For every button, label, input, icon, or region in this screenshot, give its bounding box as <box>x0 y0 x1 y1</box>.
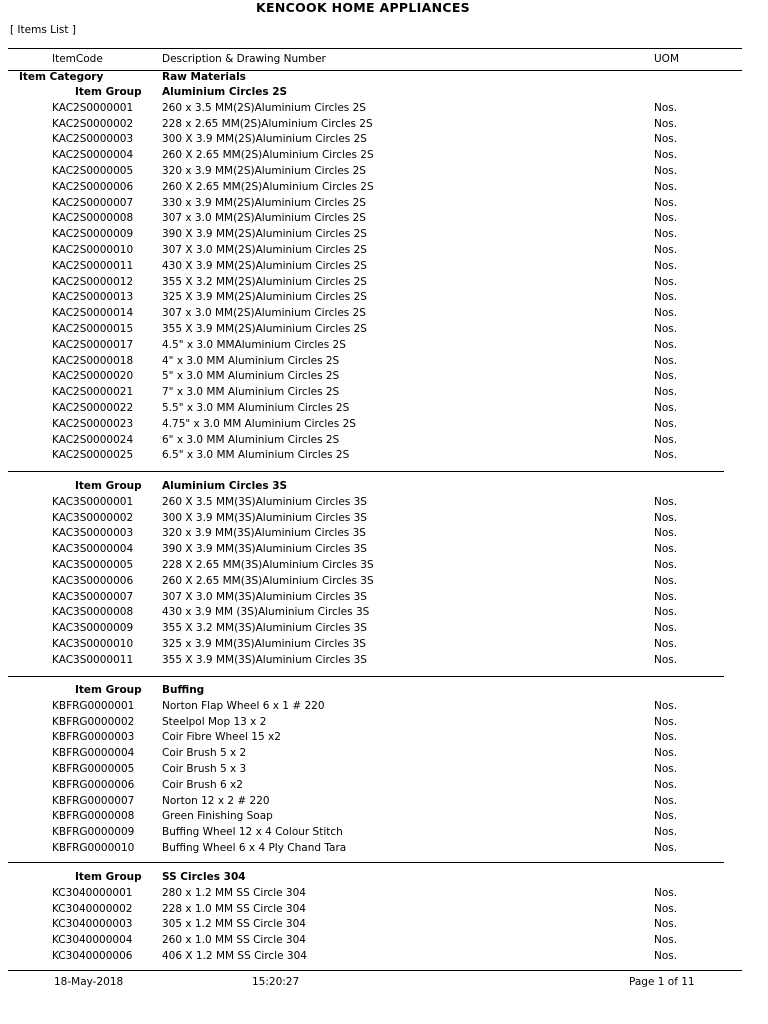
item-description: Coir Brush 5 x 3 <box>162 763 247 775</box>
item-description: 320 x 3.9 MM(2S)Aluminium Circles 2S <box>162 165 366 177</box>
item-code: KBFRG0000010 <box>52 842 135 854</box>
group-name: Aluminium Circles 2S <box>162 86 288 98</box>
item-uom: Nos. <box>654 354 678 367</box>
table-row <box>0 574 768 589</box>
item-description: 325 X 3.9 MM(2S)Aluminium Circles 2S <box>162 291 367 304</box>
table-row <box>0 715 768 730</box>
item-code: KAC2S0000004 <box>52 149 134 162</box>
item-description: 320 x 3.9 MM(3S)Aluminium Circles 3S <box>162 527 366 540</box>
item-description: 300 X 3.9 MM(3S)Aluminium Circles 3S <box>162 511 367 524</box>
item-description: 330 x 3.9 MM(2S)Aluminium Circles 2S <box>162 196 366 209</box>
item-uom: Nos. <box>654 527 678 540</box>
table-row <box>0 196 768 211</box>
item-uom: Nos. <box>654 699 678 712</box>
column-header-uom: UOM <box>654 53 680 65</box>
table-row <box>0 211 768 226</box>
item-code: KC3040000006 <box>52 950 133 962</box>
item-uom: Nos. <box>654 228 678 241</box>
item-code: KAC2S0000010 <box>52 244 134 256</box>
table-row <box>0 132 768 147</box>
item-uom: Nos. <box>654 417 678 430</box>
item-code: KAC2S0000014 <box>52 307 134 320</box>
table-row <box>0 243 768 258</box>
table-row <box>0 354 768 369</box>
item-uom: Nos. <box>654 653 678 666</box>
item-description: 260 X 2.65 MM(3S)Aluminium Circles 3S <box>162 574 374 587</box>
table-row <box>0 841 768 856</box>
table-row <box>0 825 768 840</box>
item-uom: Nos. <box>654 934 678 947</box>
table-row <box>0 653 768 668</box>
item-code: KAC2S0000023 <box>52 417 134 430</box>
item-uom: Nos. <box>654 165 678 177</box>
table-row <box>0 417 768 432</box>
item-description: Green Finishing Soap <box>162 810 273 823</box>
item-uom: Nos. <box>654 291 678 304</box>
item-uom: Nos. <box>654 149 678 162</box>
item-code: KAC2S0000015 <box>52 323 134 335</box>
item-uom: Nos. <box>654 323 678 335</box>
item-code: KAC3S0000007 <box>52 590 134 603</box>
table-row <box>0 809 768 824</box>
item-uom: Nos. <box>654 794 678 807</box>
item-code: KC3040000003 <box>52 918 133 931</box>
item-uom: Nos. <box>654 117 678 130</box>
item-code: KAC2S0000013 <box>52 291 134 304</box>
item-code: KBFRG0000008 <box>52 810 135 823</box>
item-uom: Nos. <box>654 259 678 272</box>
item-code: KAC3S0000004 <box>52 543 134 556</box>
item-description: 280 x 1.2 MM SS Circle 304 <box>162 886 306 899</box>
table-row <box>0 794 768 809</box>
group-separator-rule <box>8 676 724 677</box>
item-uom: Nos. <box>654 133 678 146</box>
group-separator-rule <box>8 862 724 863</box>
item-code: KBFRG0000003 <box>52 731 135 744</box>
item-description: 6.5" x 3.0 MM Aluminium Circles 2S <box>162 449 350 462</box>
item-code: KAC3S0000005 <box>52 559 134 571</box>
table-row <box>0 448 768 463</box>
item-uom: Nos. <box>654 886 678 899</box>
item-description: 390 X 3.9 MM(3S)Aluminium Circles 3S <box>162 543 367 556</box>
item-description: 307 x 3.0 MM(2S)Aluminium Circles 2S <box>162 212 366 225</box>
group-name: Aluminium Circles 3S <box>162 480 288 492</box>
group-name: Buffing <box>162 684 205 696</box>
item-description: 4.5" x 3.0 MMAluminium Circles 2S <box>162 338 346 351</box>
item-code: KC3040000001 <box>52 886 133 899</box>
item-description: 307 X 3.0 MM(3S)Aluminium Circles 3S <box>162 590 367 603</box>
item-code: KAC2S0000003 <box>52 133 134 146</box>
group-header-row <box>0 683 768 698</box>
table-row <box>0 605 768 620</box>
group-name: SS Circles 304 <box>162 871 246 883</box>
item-description: 5" x 3.0 MM Aluminium Circles 2S <box>162 370 340 383</box>
report-subtitle: [ Items List ] <box>10 24 76 36</box>
item-description: Coir Brush 6 x2 <box>162 778 243 791</box>
column-header-description: Description & Drawing Number <box>162 53 326 65</box>
item-code: KBFRG0000004 <box>52 747 135 760</box>
item-uom: Nos. <box>654 763 678 775</box>
item-uom: Nos. <box>654 826 678 839</box>
table-row <box>0 542 768 557</box>
table-row <box>0 148 768 163</box>
item-code: KAC2S0000025 <box>52 449 134 462</box>
item-description: Norton 12 x 2 # 220 <box>162 794 270 807</box>
category-row <box>0 70 768 85</box>
item-code: KAC2S0000006 <box>52 180 134 193</box>
item-code: KAC2S0000021 <box>52 386 134 399</box>
table-row <box>0 902 768 917</box>
table-row <box>0 290 768 305</box>
item-code: KBFRG0000009 <box>52 826 135 839</box>
item-description: 355 X 3.9 MM(3S)Aluminium Circles 3S <box>162 653 367 666</box>
item-description: Steelpol Mop 13 x 2 <box>162 715 267 728</box>
item-code: KAC3S0000003 <box>52 527 134 540</box>
table-row <box>0 526 768 541</box>
item-description: 355 X 3.9 MM(2S)Aluminium Circles 2S <box>162 323 367 335</box>
item-uom: Nos. <box>654 902 678 915</box>
item-code: KAC2S0000011 <box>52 259 134 272</box>
item-uom: Nos. <box>654 638 678 650</box>
item-code: KAC3S0000010 <box>52 638 134 650</box>
table-row <box>0 180 768 195</box>
item-description: Norton Flap Wheel 6 x 1 # 220 <box>162 699 325 712</box>
table-row <box>0 933 768 948</box>
item-uom: Nos. <box>654 495 678 508</box>
item-uom: Nos. <box>654 275 678 288</box>
item-description: 355 X 3.2 MM(3S)Aluminium Circles 3S <box>162 622 367 635</box>
item-uom: Nos. <box>654 212 678 225</box>
item-uom: Nos. <box>654 370 678 383</box>
table-row <box>0 917 768 932</box>
table-row <box>0 558 768 573</box>
item-description: 4.75" x 3.0 MM Aluminium Circles 2S <box>162 417 356 430</box>
item-code: KAC2S0000024 <box>52 433 134 446</box>
group-label: Item Group <box>75 86 142 98</box>
item-description: 300 X 3.9 MM(2S)Aluminium Circles 2S <box>162 133 367 146</box>
item-description: 325 x 3.9 MM(3S)Aluminium Circles 3S <box>162 638 366 650</box>
item-uom: Nos. <box>654 590 678 603</box>
table-row <box>0 746 768 761</box>
item-uom: Nos. <box>654 101 678 114</box>
item-uom: Nos. <box>654 449 678 462</box>
report-title: KENCOOK HOME APPLIANCES <box>256 0 470 15</box>
table-row <box>0 401 768 416</box>
table-row <box>0 369 768 384</box>
item-description: 406 X 1.2 MM SS Circle 304 <box>162 950 307 962</box>
table-row <box>0 637 768 652</box>
group-label: Item Group <box>75 684 142 696</box>
column-header-itemcode: ItemCode <box>52 53 103 65</box>
item-description: 228 x 1.0 MM SS Circle 304 <box>162 902 306 915</box>
item-code: KAC2S0000001 <box>52 101 134 114</box>
item-code: KAC2S0000002 <box>52 117 134 130</box>
table-row <box>0 164 768 179</box>
item-uom: Nos. <box>654 574 678 587</box>
item-code: KC3040000004 <box>52 934 133 947</box>
header-top-rule <box>8 48 742 49</box>
item-code: KBFRG0000002 <box>52 715 135 728</box>
item-uom: Nos. <box>654 810 678 823</box>
item-description: 260 x 3.5 MM(2S)Aluminium Circles 2S <box>162 101 366 114</box>
item-description: 4" x 3.0 MM Aluminium Circles 2S <box>162 354 340 367</box>
group-separator-rule <box>8 471 724 472</box>
item-uom: Nos. <box>654 386 678 399</box>
item-code: KAC2S0000022 <box>52 402 134 414</box>
group-label: Item Group <box>75 871 142 883</box>
item-description: 260 X 3.5 MM(3S)Aluminium Circles 3S <box>162 495 367 508</box>
item-description: 390 X 3.9 MM(2S)Aluminium Circles 2S <box>162 228 367 241</box>
item-code: KAC3S0000002 <box>52 511 134 524</box>
group-label: Item Group <box>75 480 142 492</box>
table-row <box>0 621 768 636</box>
item-code: KBFRG0000001 <box>52 699 135 712</box>
item-description: 430 x 3.9 MM (3S)Aluminium Circles 3S <box>162 606 370 619</box>
footer-page-number: Page 1 of 11 <box>629 976 695 988</box>
item-uom: Nos. <box>654 606 678 619</box>
item-uom: Nos. <box>654 543 678 556</box>
item-description: 6" x 3.0 MM Aluminium Circles 2S <box>162 433 340 446</box>
item-description: Buffing Wheel 6 x 4 Ply Chand Tara <box>162 842 347 854</box>
item-code: KAC2S0000008 <box>52 212 134 225</box>
item-code: KBFRG0000005 <box>52 763 135 775</box>
item-uom: Nos. <box>654 715 678 728</box>
category-label: Item Category <box>19 71 104 83</box>
item-code: KBFRG0000006 <box>52 778 135 791</box>
item-description: 260 x 1.0 MM SS Circle 304 <box>162 934 306 947</box>
item-code: KAC2S0000007 <box>52 196 134 209</box>
item-description: 307 x 3.0 MM(2S)Aluminium Circles 2S <box>162 307 366 320</box>
item-code: KAC3S0000011 <box>52 653 134 666</box>
table-row <box>0 886 768 901</box>
table-row <box>0 590 768 605</box>
table-row <box>0 101 768 116</box>
item-code: KBFRG0000007 <box>52 794 135 807</box>
item-code: KAC3S0000001 <box>52 495 134 508</box>
footer-time: 15:20:27 <box>252 976 300 988</box>
table-row <box>0 227 768 242</box>
item-description: 430 X 3.9 MM(2S)Aluminium Circles 2S <box>162 259 367 272</box>
item-code: KAC3S0000006 <box>52 574 134 587</box>
item-description: 228 x 2.65 MM(2S)Aluminium Circles 2S <box>162 117 373 130</box>
item-uom: Nos. <box>654 622 678 635</box>
item-code: KAC2S0000018 <box>52 354 134 367</box>
category-value: Raw Materials <box>162 71 246 83</box>
table-row <box>0 275 768 290</box>
item-uom: Nos. <box>654 747 678 760</box>
group-header-row <box>0 479 768 494</box>
item-description: 7" x 3.0 MM Aluminium Circles 2S <box>162 386 340 399</box>
table-row <box>0 949 768 964</box>
item-description: 305 x 1.2 MM SS Circle 304 <box>162 918 306 931</box>
item-description: 260 X 2.65 MM(2S)Aluminium Circles 2S <box>162 180 374 193</box>
item-uom: Nos. <box>654 307 678 320</box>
item-description: 5.5" x 3.0 MM Aluminium Circles 2S <box>162 402 350 414</box>
item-code: KAC2S0000009 <box>52 228 134 241</box>
item-uom: Nos. <box>654 433 678 446</box>
table-row <box>0 259 768 274</box>
item-uom: Nos. <box>654 950 678 962</box>
table-row <box>0 306 768 321</box>
item-uom: Nos. <box>654 778 678 791</box>
item-code: KC3040000002 <box>52 902 133 915</box>
table-row <box>0 730 768 745</box>
table-row <box>0 495 768 510</box>
item-uom: Nos. <box>654 511 678 524</box>
item-uom: Nos. <box>654 842 678 854</box>
footer-date: 18-May-2018 <box>54 976 124 988</box>
item-uom: Nos. <box>654 244 678 256</box>
item-uom: Nos. <box>654 559 678 571</box>
item-code: KAC2S0000012 <box>52 275 134 288</box>
table-row <box>0 433 768 448</box>
item-code: KAC2S0000017 <box>52 338 134 351</box>
item-uom: Nos. <box>654 731 678 744</box>
table-row <box>0 511 768 526</box>
item-description: Coir Brush 5 x 2 <box>162 747 247 760</box>
item-description: 228 X 2.65 MM(3S)Aluminium Circles 3S <box>162 559 374 571</box>
table-row <box>0 322 768 337</box>
item-description: 260 X 2.65 MM(2S)Aluminium Circles 2S <box>162 149 374 162</box>
item-uom: Nos. <box>654 180 678 193</box>
group-header-row <box>0 85 768 100</box>
table-row <box>0 385 768 400</box>
item-code: KAC2S0000005 <box>52 165 134 177</box>
table-row <box>0 117 768 132</box>
table-row <box>0 338 768 353</box>
item-uom: Nos. <box>654 402 678 414</box>
table-row <box>0 778 768 793</box>
item-code: KAC3S0000008 <box>52 606 134 619</box>
item-code: KAC2S0000020 <box>52 370 134 383</box>
item-uom: Nos. <box>654 196 678 209</box>
item-description: 307 X 3.0 MM(2S)Aluminium Circles 2S <box>162 244 367 256</box>
table-row <box>0 699 768 714</box>
table-row <box>0 762 768 777</box>
item-description: Coir Fibre Wheel 15 x2 <box>162 731 281 744</box>
item-code: KAC3S0000009 <box>52 622 134 635</box>
item-uom: Nos. <box>654 338 678 351</box>
item-description: 355 X 3.2 MM(2S)Aluminium Circles 2S <box>162 275 367 288</box>
footer-rule <box>8 970 742 971</box>
item-description: Buffing Wheel 12 x 4 Colour Stitch <box>162 826 343 839</box>
group-header-row <box>0 870 768 885</box>
item-uom: Nos. <box>654 918 678 931</box>
